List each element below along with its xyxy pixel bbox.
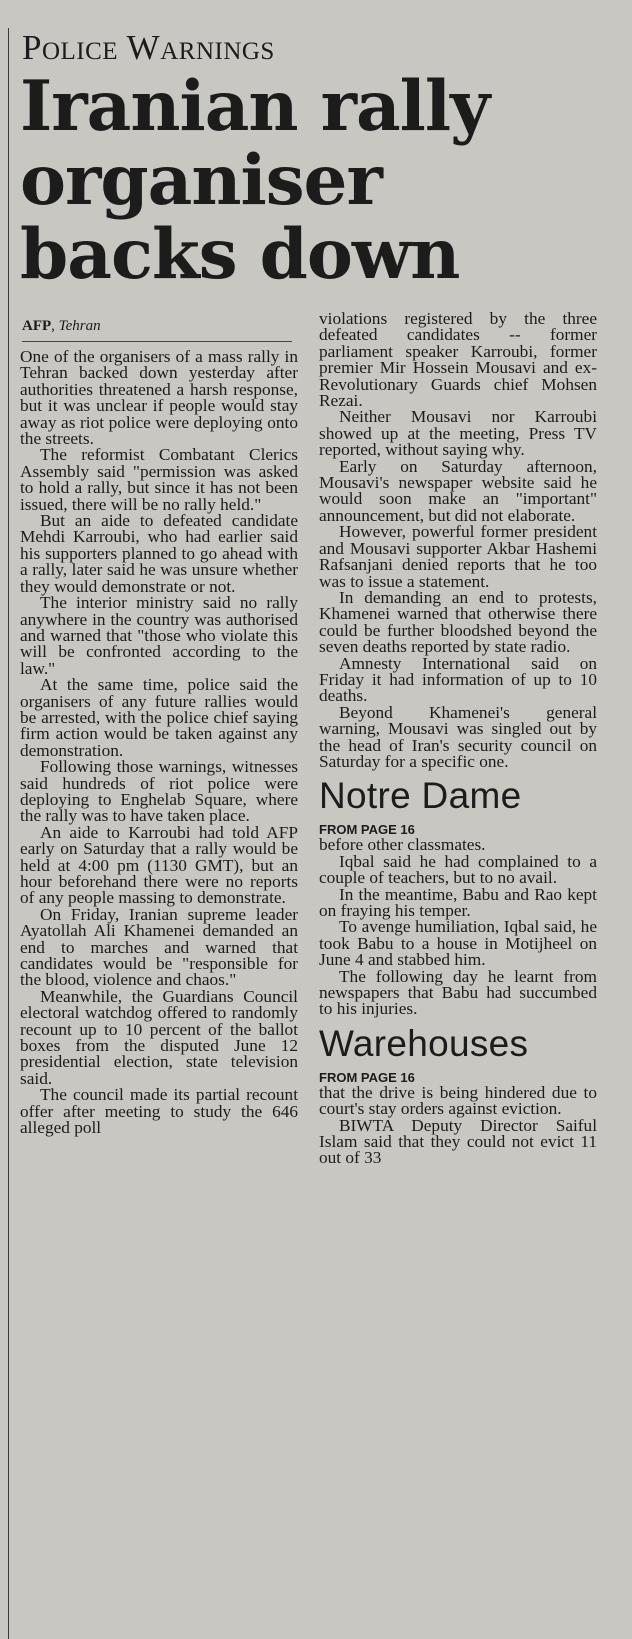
- paragraph: One of the organisers of a mass rally in Tehran backed down yesterday after authorities threatened a harsh response, but it was unclear if people would stay away as riot police were deploying onto the streets.: [20, 349, 298, 449]
- article-kicker: Police Warnings: [22, 28, 275, 67]
- warehouses-jump-label: FROM PAGE 16: [319, 1069, 415, 1085]
- paragraph: The following day he learnt from newspapers that Babu had succumbed to his injuries.: [319, 966, 597, 1019]
- byline-location: Tehran: [58, 318, 101, 334]
- paragraph: On Friday, Iranian supreme leader Ayatollah Ali Khamenei demanded an end to marches and warned that candidates would be "responsible for the blood, violence and chaos.": [20, 904, 298, 990]
- byline-rule: [22, 341, 292, 342]
- paragraph: that the drive is being hindered due to court's stay orders against eviction.: [319, 1082, 597, 1119]
- warehouses-heading: Warehouses: [319, 1022, 529, 1064]
- paragraph: Beyond Khamenei's general warning, Mousavi was singled out by the head of Iran's security council on Saturday for a specific one.: [319, 702, 597, 771]
- column-rule: [8, 28, 9, 1639]
- paragraph: Amnesty International said on Friday it had information of up to 10 deaths.: [319, 653, 597, 706]
- paragraph: Neither Mousavi nor Karroubi showed up at the meeting, Press TV reported, without saying why.: [319, 407, 597, 460]
- paragraph: An aide to Karroubi had told AFP early on Saturday that a rally would be held at 4:00 pm (1130 GMT), but an hour beforehand there were no reports of any people massing to demonstrate.: [20, 822, 298, 908]
- paragraph: The interior ministry said no rally anywhere in the country was authorised and warned that "those who violate this will be confronted according to the law.": [20, 593, 298, 678]
- paragraph: Iqbal said he had complained to a couple of teachers, but to no avail.: [319, 851, 597, 888]
- article-headline: Iranian rally organiser backs down: [20, 66, 490, 295]
- paragraph: At the same time, police said the organisers of any future rallies would be arrested, with the police chief saying firm action would be taken against any demonstration.: [20, 675, 298, 760]
- notre-dame-heading: Notre Dame: [319, 775, 522, 817]
- byline-agency: AFP: [22, 318, 52, 334]
- paragraph: Meanwhile, the Guardians Council electoral watchdog offered to randomly recount up to 10 percent of the ballot boxes from the disputed June 12 presidential election, state television said.: [20, 986, 298, 1088]
- paragraph: Early on Saturday afternoon, Mousavi's newspaper website said he would soon make an "important" announcement, but did not elaborate.: [319, 456, 597, 525]
- paragraph: The reformist Combatant Clerics Assembly said "permission was asked to hold a rally, but since it has not been issued, there will be no rally held.": [20, 445, 298, 514]
- paragraph: In the meantime, Babu and Rao kept on fraying his temper.: [319, 884, 597, 920]
- byline: AFP, Tehran: [22, 318, 101, 334]
- paragraph: before other classmates.: [319, 835, 486, 855]
- paragraph: However, powerful former president and Mousavi supporter Akbar Hashemi Rafsanjani denied reports that he too was to issue a statement.: [319, 522, 597, 591]
- article-column-2: [319, 311, 597, 1639]
- notre-dame-jump-label: FROM PAGE 16: [319, 822, 415, 838]
- paragraph: BIWTA Deputy Director Saiful Islam said that they could not evict 11 out of 33: [319, 1115, 597, 1168]
- article-column-1: [20, 349, 298, 1639]
- paragraph: In demanding an end to protests, Khamenei warned that otherwise there could be further bloodshed beyond the seven deaths reported by state radio.: [319, 587, 597, 657]
- paragraph: To avenge humiliation, Iqbal said, he took Babu to a house in Motijheel on June 4 and stabbed him.: [319, 917, 597, 970]
- paragraph: violations registered by the three defeated candidates -- former parliament speaker Karroubi, former premier Mir Hossein Mousavi and ex-Revolutionary Guards chief Mohsen Rezai.: [319, 311, 597, 411]
- paragraph: But an aide to defeated candidate Mehdi Karroubi, who had earlier said his supporters planned to go ahead with a rally, later said he was unsure whether they would demonstrate or not.: [20, 511, 298, 596]
- paragraph: Following those warnings, witnesses said hundreds of riot police were deploying to Enghelab Square, where the rally was to have taken place.: [20, 757, 298, 826]
- paragraph: The council made its partial recount offer after meeting to study the 646 alleged poll: [20, 1085, 298, 1138]
